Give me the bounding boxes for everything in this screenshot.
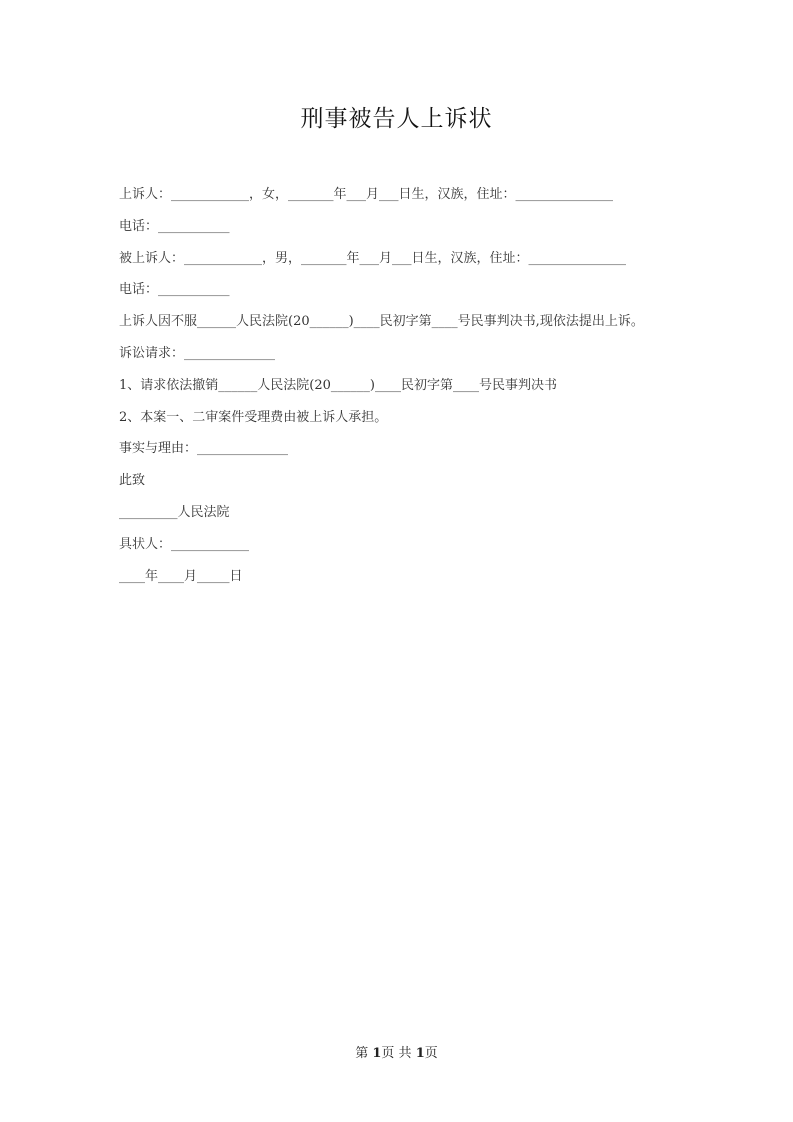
- appellant-phone-line: 电话：___________: [119, 218, 230, 234]
- document-body: [119, 184, 699, 597]
- footer-current-page: 1: [372, 1046, 382, 1061]
- date-line: ____年____月_____日: [119, 568, 243, 584]
- claim-item-2: 2、本案一、二审案件受理费由被上诉人承担。: [119, 409, 388, 425]
- footer-prefix: 第: [355, 1046, 373, 1061]
- footer-total-pages: 1: [415, 1046, 425, 1061]
- salutation-line: 此致: [119, 473, 146, 489]
- claim-item-1: 1、请求依法撤销______人民法院(20______)____民初字第____号民事判决书: [119, 377, 557, 393]
- signer-line: 具状人：____________: [119, 536, 250, 552]
- claims-heading-line: 诉讼请求：______________: [119, 345, 276, 361]
- court-line: _________人民法院: [119, 504, 230, 520]
- appellee-info-line: 被上诉人：____________，男，_______年___月___日生，汉族，住址：_______________: [119, 250, 627, 266]
- footer-mid: 页 共: [381, 1046, 416, 1061]
- document-title: 刑事被告人上诉状: [300, 106, 493, 132]
- facts-reasons-line: 事实与理由：______________: [119, 441, 289, 457]
- appeal-statement-line: 上诉人因不服______人民法院(20______)____民初字第____号民事判决书,现依法提出上诉。: [119, 314, 644, 330]
- appellee-phone-line: 电话：___________: [119, 282, 230, 298]
- appellant-info-line: 上诉人：____________，女，_______年___月___日生，汉族，住址：_______________: [119, 187, 614, 202]
- page-number-footer: [0, 1042, 793, 1061]
- footer-suffix: 页: [424, 1046, 438, 1061]
